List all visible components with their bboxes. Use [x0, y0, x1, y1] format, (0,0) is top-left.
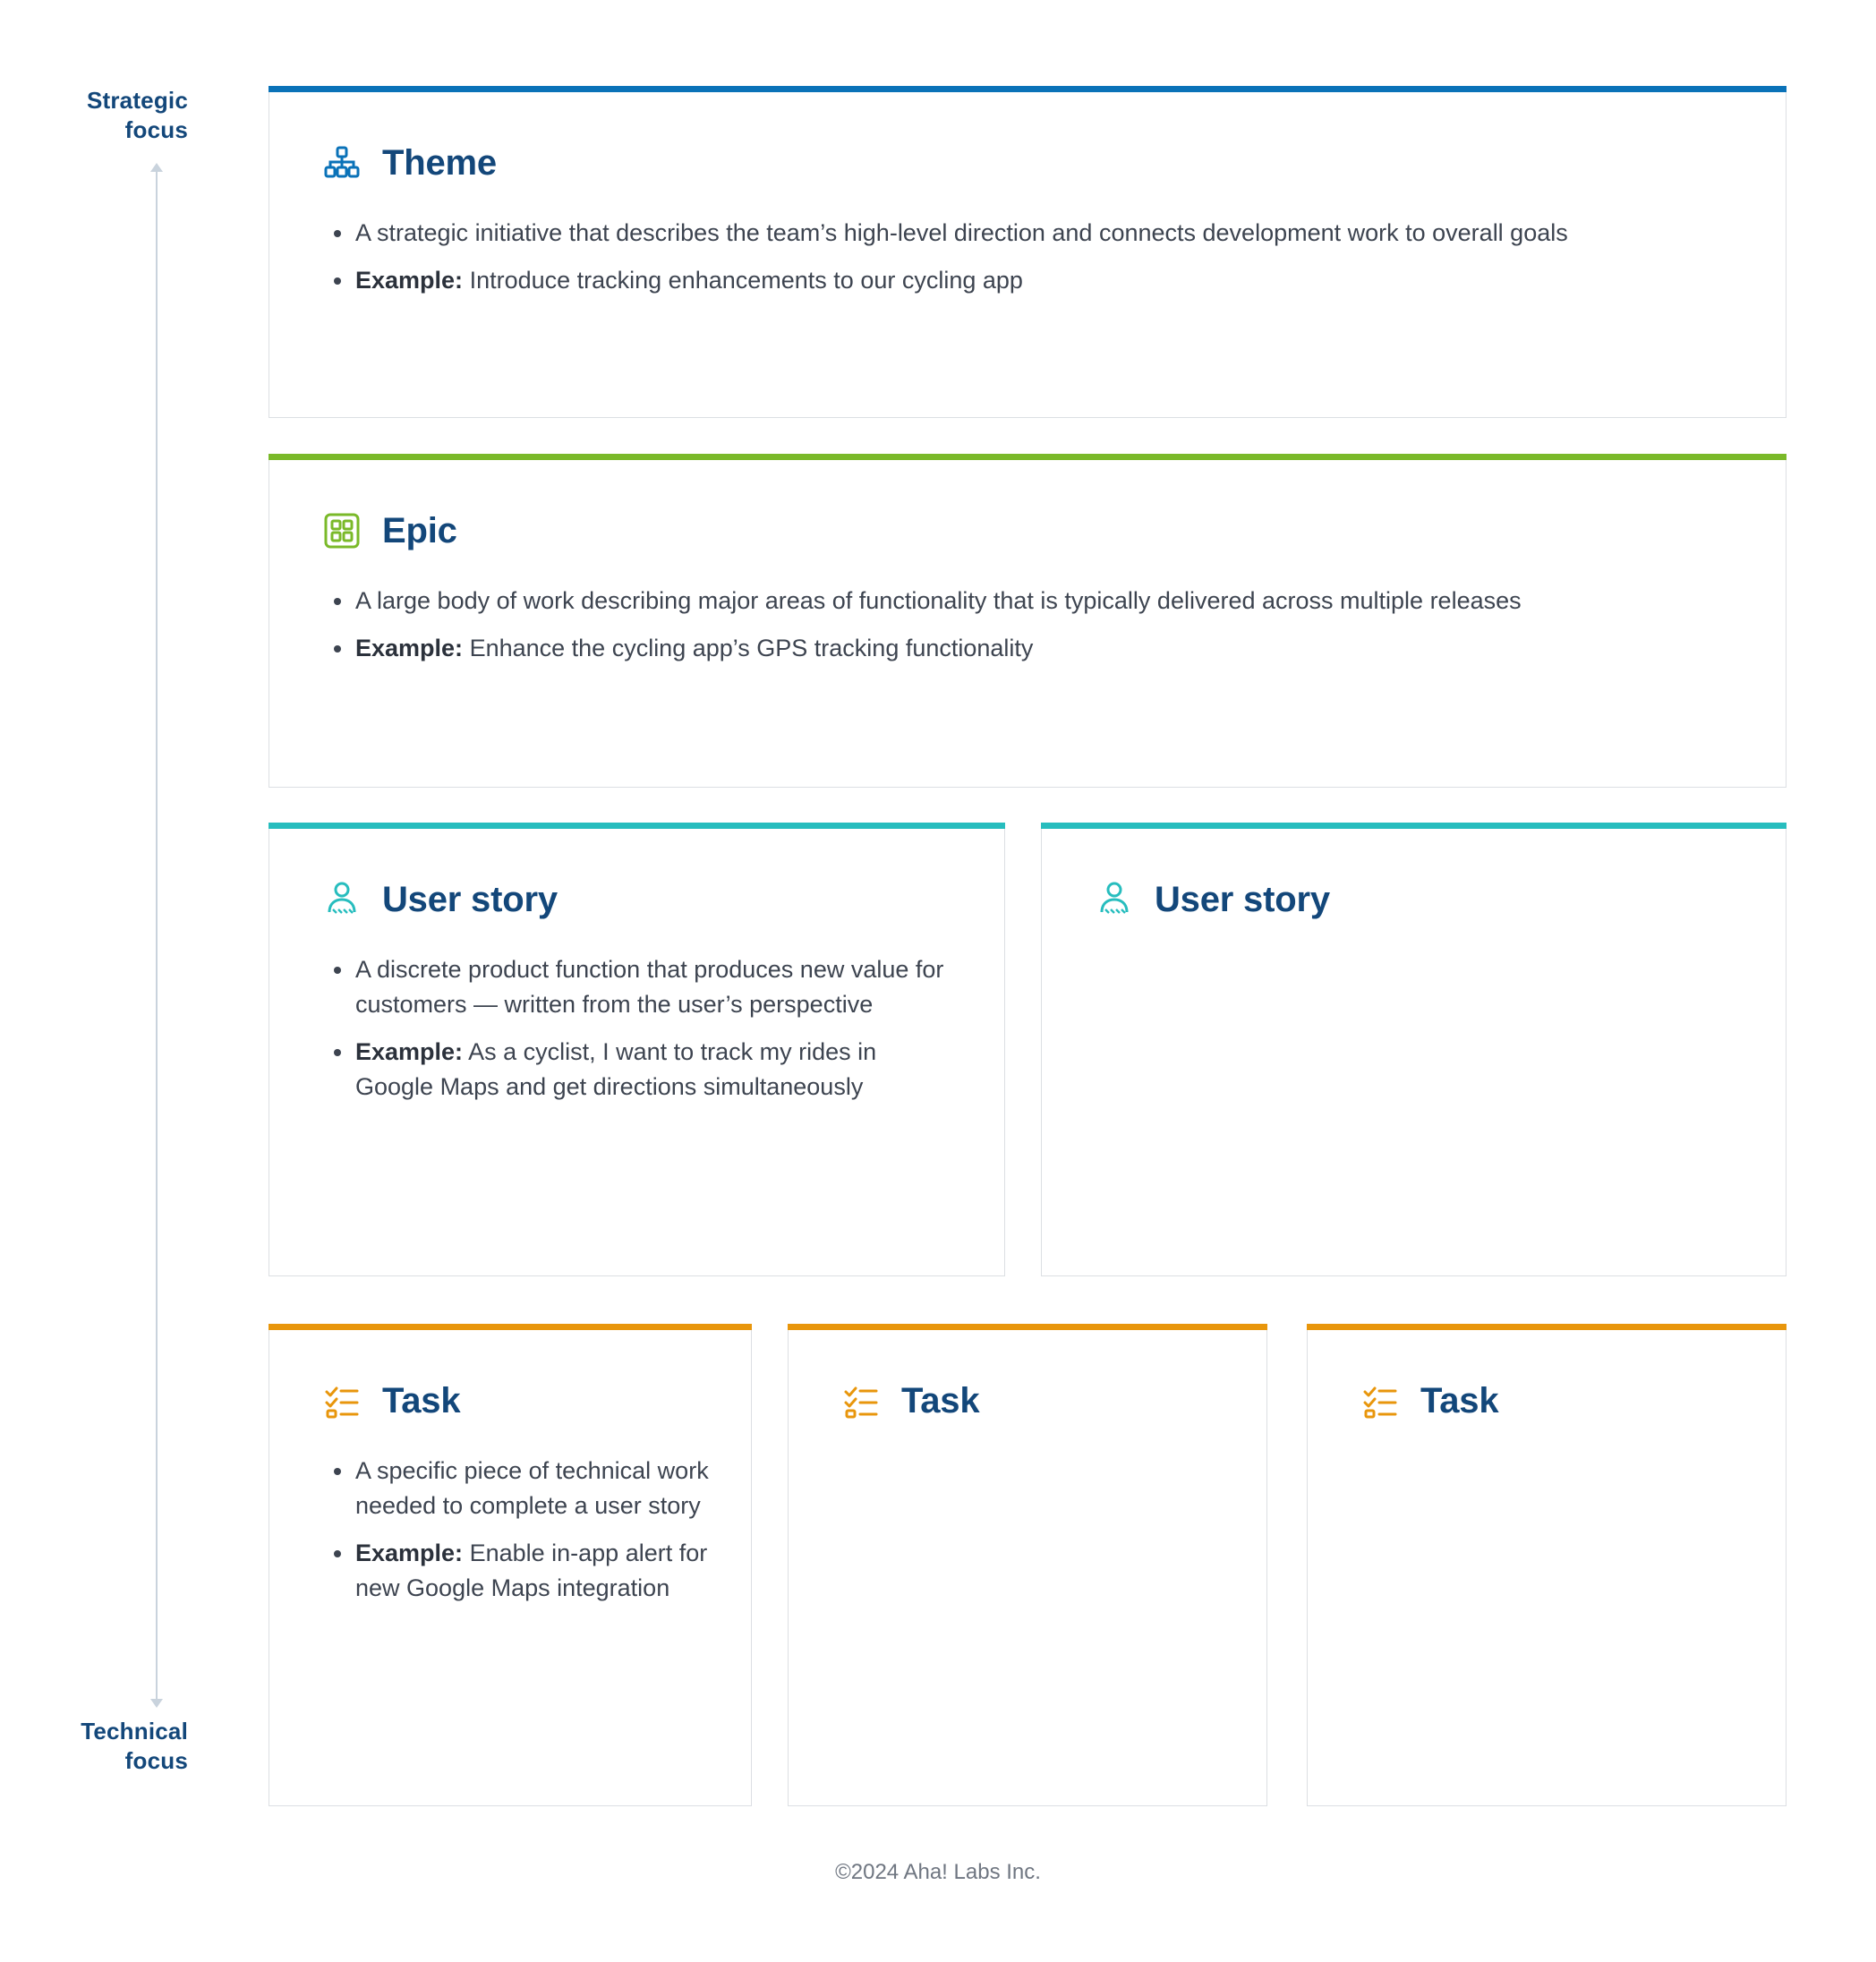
bullet-text: Introduce tracking enhancements to our cycling app — [463, 266, 1023, 294]
card-task-3-accent-bar — [1307, 1324, 1786, 1330]
list-item — [327, 584, 1723, 618]
bullet-text: A strategic initiative that describes the team’s high-level direction and connects development work to overall goals — [355, 219, 1568, 246]
card-user-story-2-header — [1094, 879, 1786, 920]
person-icon — [1094, 879, 1135, 920]
bullet-text: Enable in-app alert for new Google Maps integration — [355, 1539, 708, 1601]
card-epic-title: Epic — [382, 511, 457, 550]
card-theme-title: Theme — [382, 143, 497, 183]
card-task-1-bullets — [327, 1454, 715, 1606]
card-task-3-title: Task — [1420, 1381, 1499, 1420]
bullet-label: Example: — [355, 634, 464, 661]
card-epic-header — [321, 510, 1786, 551]
bullet-text: A discrete product function that produces new value for customers — written from the user’s perspective — [355, 956, 944, 1018]
card-user-story-2-title: User story — [1155, 880, 1330, 919]
bullet-label: Example: — [355, 1037, 464, 1065]
axis-label-strategic-line1: Strategic — [86, 87, 188, 114]
card-task-1-title: Task — [382, 1381, 461, 1420]
list-item — [327, 1536, 715, 1606]
list-item — [327, 1035, 951, 1105]
card-task-2-header — [840, 1380, 1266, 1421]
list-item — [327, 631, 1723, 666]
card-task-3-header — [1360, 1380, 1786, 1421]
card-epic-accent-bar — [269, 454, 1786, 460]
org-chart-icon — [321, 142, 362, 183]
checklist-icon — [1360, 1380, 1401, 1421]
card-task-1-header — [321, 1380, 751, 1421]
bullet-text: As a cyclist, I want to track my rides in Google Maps and get directions simultaneously — [355, 1037, 877, 1100]
card-user-story-1 — [269, 829, 1005, 1276]
card-theme-header — [321, 142, 1786, 183]
axis-label-technical-line1: Technical — [81, 1718, 188, 1744]
bullet-label: Example: — [355, 266, 464, 294]
card-theme-accent-bar — [269, 86, 1786, 92]
axis-label-strategic — [18, 86, 188, 146]
card-epic — [269, 460, 1786, 788]
axis-label-strategic-line2: focus — [124, 116, 188, 144]
card-user-story-1-title: User story — [382, 880, 558, 919]
bullet-label: Example: — [355, 1539, 464, 1566]
card-user-story-2-accent-bar — [1041, 823, 1786, 829]
card-task-2 — [788, 1330, 1267, 1806]
bullet-text: A specific piece of technical work needed to complete a user story — [355, 1457, 709, 1519]
card-task-2-title: Task — [901, 1381, 980, 1420]
axis-line — [156, 168, 158, 1701]
axis-label-technical-line2: focus — [124, 1747, 188, 1775]
card-user-story-2 — [1041, 829, 1786, 1276]
card-user-story-1-bullets — [327, 952, 951, 1105]
list-item — [327, 216, 1723, 251]
footer-copyright: ©2024 Aha! Labs Inc. — [835, 1860, 1041, 1884]
card-task-1 — [269, 1330, 752, 1806]
list-item — [327, 1454, 715, 1523]
list-item — [327, 263, 1723, 298]
list-item — [327, 952, 951, 1022]
bullet-text: A large body of work describing major areas of functionality that is typically delivered across multiple releases — [355, 587, 1522, 614]
axis-label-technical — [18, 1717, 188, 1777]
grid-blocks-icon — [321, 510, 362, 551]
card-user-story-1-accent-bar — [269, 823, 1005, 829]
card-epic-bullets — [327, 584, 1723, 666]
checklist-icon — [321, 1380, 362, 1421]
card-theme — [269, 92, 1786, 418]
card-task-2-accent-bar — [788, 1324, 1267, 1330]
bullet-text: Enhance the cycling app’s GPS tracking functionality — [463, 634, 1034, 661]
card-task-3 — [1307, 1330, 1786, 1806]
card-task-1-accent-bar — [269, 1324, 752, 1330]
card-user-story-1-header — [321, 879, 1004, 920]
card-theme-bullets — [327, 216, 1723, 298]
person-icon — [321, 879, 362, 920]
axis-arrow-down-icon — [150, 1699, 163, 1708]
checklist-icon — [840, 1380, 882, 1421]
